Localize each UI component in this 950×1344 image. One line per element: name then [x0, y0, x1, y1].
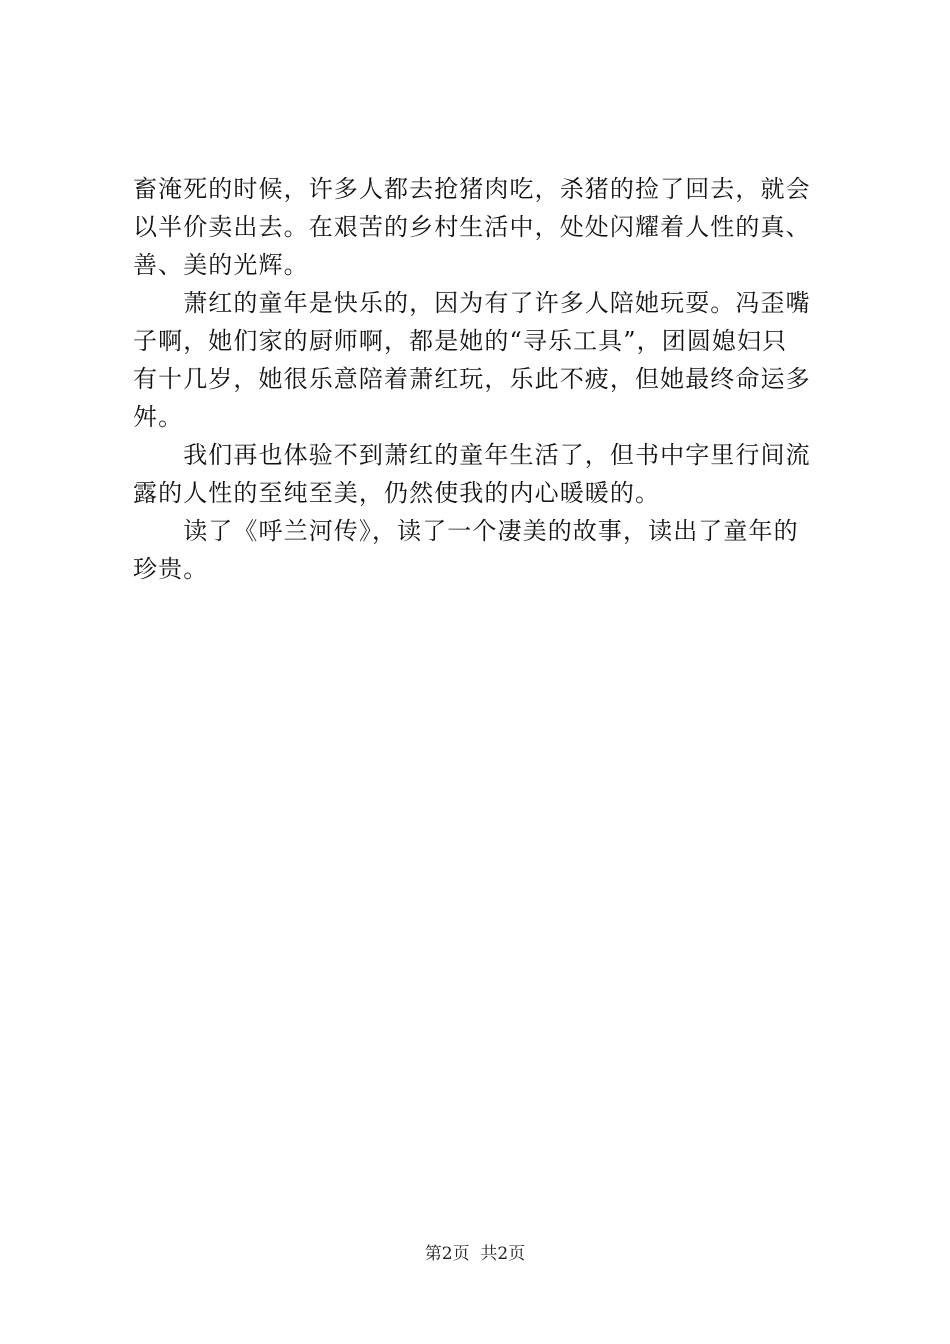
page-footer [0, 1242, 950, 1266]
text-line: 露的人性的至纯至美，仍然使我的内心暖暖的。 [133, 479, 661, 507]
text-line: 以半价卖出去。在艰苦的乡村生活中，处处闪耀着人性的真、 [133, 213, 811, 241]
body-text [133, 170, 833, 588]
text-line: 善、美的光辉。 [133, 251, 309, 279]
text-line: 子啊，她们家的厨师啊，都是她的“寻乐工具”，团圆媳妇只 [133, 327, 788, 355]
text-line: 萧红的童年是快乐的，因为有了许多人陪她玩耍。冯歪嘴 [133, 289, 811, 317]
text-line: 舛。 [133, 403, 184, 431]
text-line: 畜淹死的时候，许多人都去抢猪肉吃，杀猪的捡了回去，就会 [133, 175, 811, 203]
text-line: 珍贵。 [133, 555, 209, 583]
text-line: 我们再也体验不到萧红的童年生活了，但书中字里行间流 [133, 441, 811, 469]
text-line: 读了《呼兰河传》，读了一个凄美的故事，读出了童年的 [133, 517, 799, 545]
text-line: 有十几岁，她很乐意陪着萧红玩，乐此不疲，但她最终命运多 [133, 365, 811, 393]
page-number: 第2页 共2页 [424, 1244, 526, 1264]
